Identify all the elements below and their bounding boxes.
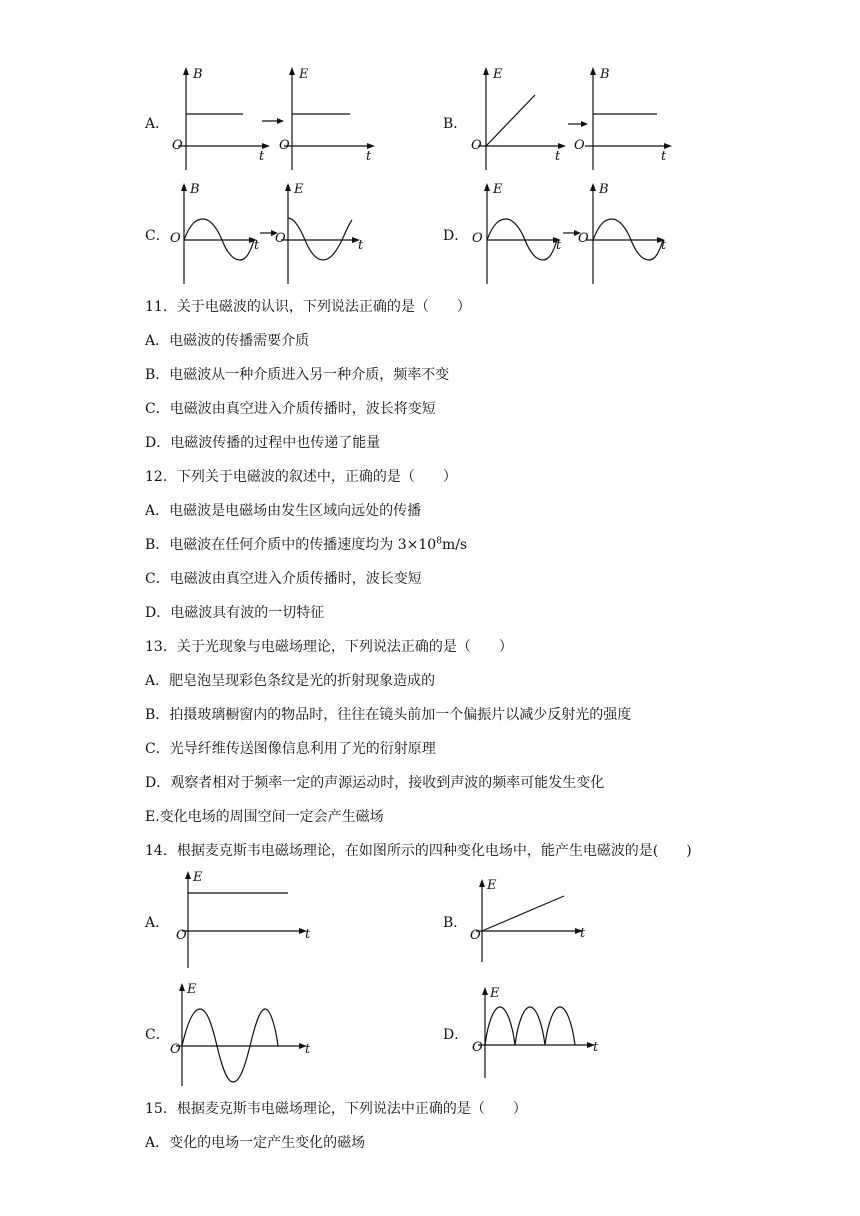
q14-option-d-label[interactable]: D． <box>443 1027 469 1043</box>
q12-option-a[interactable]: A．电磁波是电磁场由发生区域向远处的传播 <box>145 503 422 519</box>
q11-option-a[interactable]: A．电磁波的传播需要介质 <box>145 333 310 349</box>
q14-d-origin: O <box>472 1040 483 1055</box>
q13-option-d[interactable]: D．观察者相对于频率一定的声源运动时，接收到声波的频率可能发生变化 <box>145 775 605 791</box>
q13-option-e[interactable]: E.变化电场的周围空间一定会产生磁场 <box>145 809 384 825</box>
q14-a-t: t <box>305 927 311 942</box>
q12-option-b-text: B．电磁波在任何介质中的传播速度均为 3×10 <box>145 537 437 553</box>
q10-c-right-t: t <box>358 238 364 253</box>
q14-d-axis-label: E <box>490 986 500 1001</box>
q14-option-b-label[interactable]: B． <box>443 915 468 931</box>
q10-a-left-origin: O <box>172 138 183 153</box>
q10-b-right-origin: O <box>574 138 585 153</box>
q10-d-left-axis-label: E <box>493 182 503 197</box>
q14-a-axis-label: E <box>193 870 203 885</box>
q10-b-left-origin: O <box>471 138 482 153</box>
q10-a-right-t: t <box>366 149 372 164</box>
q10-option-b-label: B． <box>443 116 468 132</box>
q14-c-t: t <box>305 1042 311 1057</box>
q13-stem: 13．关于光现象与电磁场理论，下列说法正确的是（ ） <box>145 639 513 655</box>
q14-option-a-label[interactable]: A． <box>145 915 170 931</box>
q11-option-c[interactable]: C．电磁波由真空进入介质传播时，波长将变短 <box>145 401 436 417</box>
q15-option-a[interactable]: A．变化的电场一定产生变化的磁场 <box>145 1135 366 1151</box>
q14-a-origin: O <box>176 928 187 943</box>
q10-c-left-axis-label: B <box>190 182 200 197</box>
q10-option-d-label: D． <box>443 228 469 244</box>
q10-d-right-axis-label: B <box>599 182 609 197</box>
q11-stem: 11．关于电磁波的认识，下列说法正确的是（ ） <box>145 299 471 315</box>
q10-option-a-label: A． <box>145 116 170 132</box>
q14-b-origin: O <box>470 928 481 943</box>
q12-option-b-unit: m/s <box>441 537 468 553</box>
q11-option-d[interactable]: D．电磁波传播的过程中也传递了能量 <box>145 435 381 451</box>
q10-d-right-origin: O <box>578 231 589 246</box>
q10-option-c-label: C． <box>145 228 170 244</box>
q14-d-t: t <box>593 1040 599 1055</box>
q11-option-b[interactable]: B．电磁波从一种介质进入另一种介质，频率不变 <box>145 367 450 383</box>
q10-d-right-t: t <box>661 238 667 253</box>
q10-b-right-axis-label: B <box>600 67 610 82</box>
q13-option-a[interactable]: A．肥皂泡呈现彩色条纹是光的折射现象造成的 <box>145 673 436 689</box>
q10-c-right-origin: O <box>275 231 286 246</box>
q13-option-b[interactable]: B．拍摄玻璃橱窗内的物品时，往往在镜头前加一个偏振片以减少反射光的强度 <box>145 707 632 723</box>
q15-stem: 15．根据麦克斯韦电磁场理论，下列说法中正确的是（ ） <box>145 1101 527 1117</box>
q12-stem: 12．下列关于电磁波的叙述中，正确的是（ ） <box>145 469 457 485</box>
q10-a-left-t: t <box>259 149 265 164</box>
q10-d-left-t: t <box>556 238 562 253</box>
q14-b-t: t <box>580 926 586 941</box>
q10-c-left-origin: O <box>170 231 181 246</box>
q12-option-b-exponent: 8 <box>436 536 442 547</box>
q12-option-d[interactable]: D．电磁波具有波的一切特征 <box>145 605 325 621</box>
q10-b-left-axis-label: E <box>493 67 503 82</box>
q13-option-c[interactable]: C．光导纤维传送图像信息利用了光的衍射原理 <box>145 741 436 757</box>
q10-a-right-axis-label: E <box>299 67 309 82</box>
q10-c-left-t: t <box>254 238 260 253</box>
q10-a-right-origin: O <box>279 138 290 153</box>
q10-d-left-origin: O <box>472 231 483 246</box>
q12-option-c[interactable]: C．电磁波由真空进入介质传播时，波长变短 <box>145 571 422 587</box>
q10-c-right-axis-label: E <box>294 182 304 197</box>
q14-b-axis-label: E <box>487 878 497 893</box>
q14-option-c-label[interactable]: C． <box>145 1027 170 1043</box>
q10-b-left-t: t <box>555 149 561 164</box>
q14-stem: 14．根据麦克斯韦电磁场理论，在如图所示的四种变化电场中，能产生电磁波的是( ) <box>145 843 692 859</box>
q14-c-axis-label: E <box>187 982 197 997</box>
q10-b-right-t: t <box>661 149 667 164</box>
q14-c-origin: O <box>170 1042 181 1057</box>
q10-a-left-axis-label: B <box>193 67 203 82</box>
